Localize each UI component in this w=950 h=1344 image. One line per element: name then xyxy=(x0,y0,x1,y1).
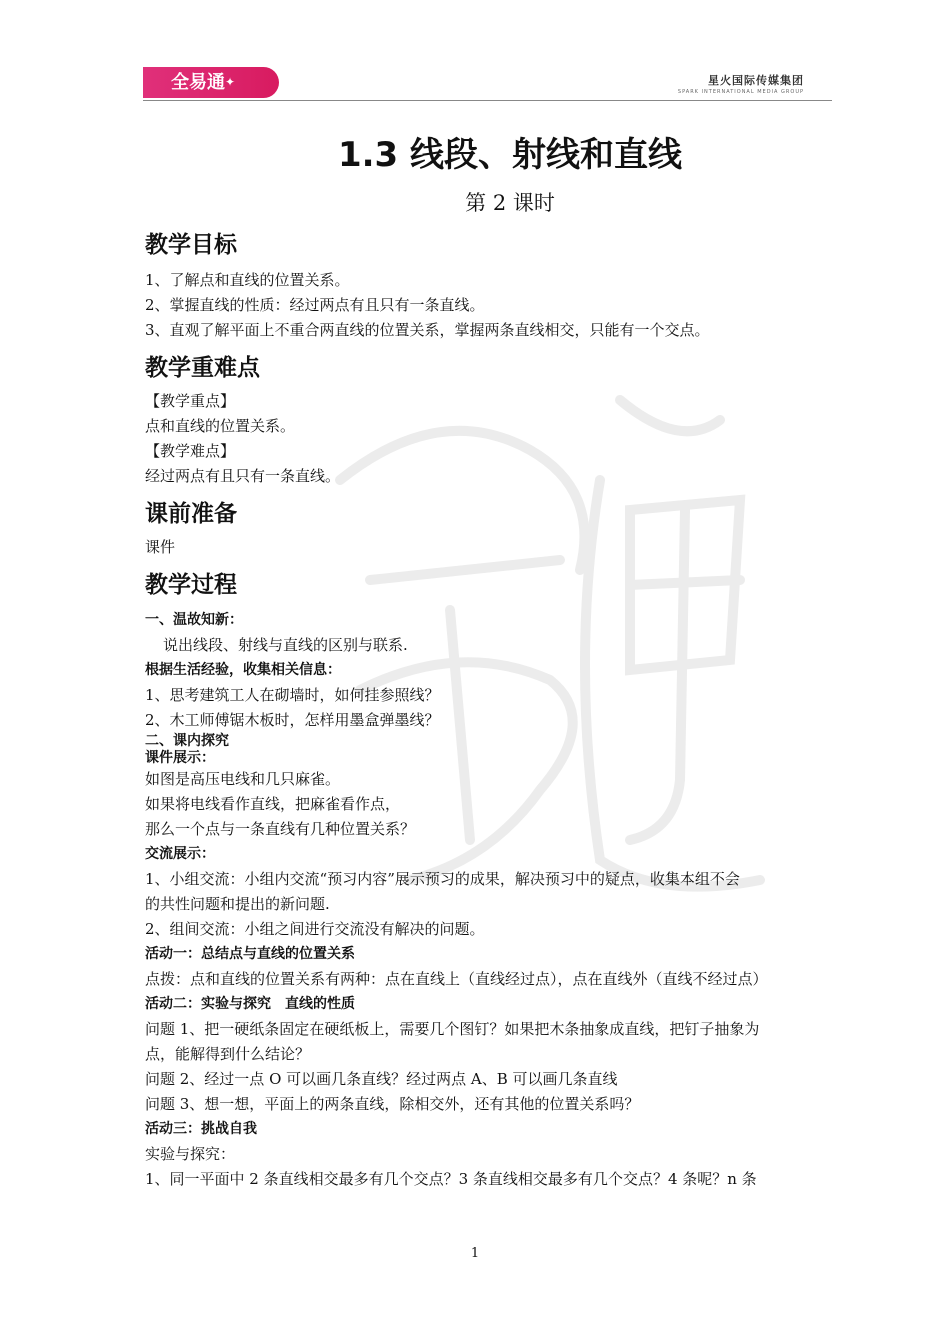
brand-en: SPARK INTERNATIONAL MEDIA GROUP xyxy=(677,89,804,95)
activity2-item: 问题 2、经过一点 O 可以画几条直线？经过两点 A、B 可以画几条直线 xyxy=(145,1070,618,1088)
goals-list xyxy=(145,268,810,343)
part3-item: 如图是高压电线和几只麻雀。 xyxy=(145,770,341,788)
part2-title: 根据生活经验，收集相关信息： xyxy=(145,662,341,678)
preparation-text: 课件 xyxy=(145,538,176,556)
activity2-title: 活动二：实验与探究 直线的性质 xyxy=(145,996,355,1012)
publisher-brand xyxy=(678,72,804,95)
part4-item: 1、小组交流：小组内交流“预习内容”展示预习的成果，解决预习中的疑点，收集本组不会 xyxy=(145,870,740,888)
process-section xyxy=(145,608,810,1192)
difficulty-label: 【教学难点】 xyxy=(145,442,236,460)
activity1-text: 点拨：点和直线的位置关系有两种：点在直线上（直线经过点），点在直线外（直线不经过点） xyxy=(145,970,768,988)
heading-preparation: 课前准备 xyxy=(145,501,237,527)
activity3-subtitle: 实验与探究： xyxy=(145,1145,236,1163)
key-text: 点和直线的位置关系。 xyxy=(145,417,296,435)
lesson-subtitle: 第 2 课时 xyxy=(465,191,555,215)
document-body xyxy=(145,130,810,1192)
activity3-title: 活动三：挑战自我 xyxy=(145,1121,257,1137)
page-title: 1.3 线段、射线和直线 xyxy=(337,135,683,175)
heading-process: 教学过程 xyxy=(145,572,237,598)
part3-title: 二、课内探究 xyxy=(145,733,229,749)
activity2-item: 问题 1、把一硬纸条固定在硬纸板上，需要几个图钉？如果把木条抽象成直线，把钉子抽象为 xyxy=(145,1020,760,1038)
part3-item: 那么一个点与一条直线有几种位置关系？ xyxy=(145,820,416,838)
logo-badge xyxy=(143,67,279,98)
part4-item: 2、组间交流：小组之间进行交流没有解决的问题。 xyxy=(145,920,485,938)
activity3-text: 1、同一平面中 2 条直线相交最多有几个交点？3 条直线相交最多有几个交点？4 条呢？n 条 xyxy=(145,1170,757,1188)
key-label: 【教学重点】 xyxy=(145,392,236,410)
part1-title: 一、温故知新： xyxy=(145,612,243,628)
part4-item: 的共性问题和提出的新问题. xyxy=(145,895,330,913)
page-number: 1 xyxy=(470,1246,480,1261)
part4-title: 交流展示： xyxy=(145,846,215,862)
activity2-item: 点，能解得到什么结论？ xyxy=(145,1045,311,1063)
header-divider xyxy=(143,100,832,101)
goal-item: 2、掌握直线的性质：经过两点有且只有一条直线。 xyxy=(145,296,485,314)
part3-subtitle: 课件展示： xyxy=(145,750,215,766)
logo-star-icon: ✦ xyxy=(225,75,236,89)
part2-item: 1、思考建筑工人在砌墙时，如何挂参照线？ xyxy=(145,686,440,704)
goal-item: 3、直观了解平面上不重合两直线的位置关系，掌握两条直线相交，只能有一个交点。 xyxy=(145,321,710,339)
heading-key-points: 教学重难点 xyxy=(145,355,260,381)
brand-cn: 星火国际传媒集团 xyxy=(708,74,804,87)
logo-text: 全易通 xyxy=(171,72,225,93)
difficulty-text: 经过两点有且只有一条直线。 xyxy=(145,467,341,485)
heading-goals: 教学目标 xyxy=(145,232,237,258)
activity2-item: 问题 3、想一想，平面上的两条直线，除相交外，还有其他的位置关系吗？ xyxy=(145,1095,640,1113)
part2-item: 2、木工师傅锯木板时，怎样用墨盒弹墨线？ xyxy=(145,711,440,729)
part1-text: 说出线段、射线与直线的区别与联系. xyxy=(163,636,408,654)
activity1-title: 活动一：总结点与直线的位置关系 xyxy=(145,946,355,962)
key-points xyxy=(145,389,810,489)
part3-item: 如果将电线看作直线，把麻雀看作点， xyxy=(145,795,401,813)
goal-item: 1、了解点和直线的位置关系。 xyxy=(145,271,350,289)
